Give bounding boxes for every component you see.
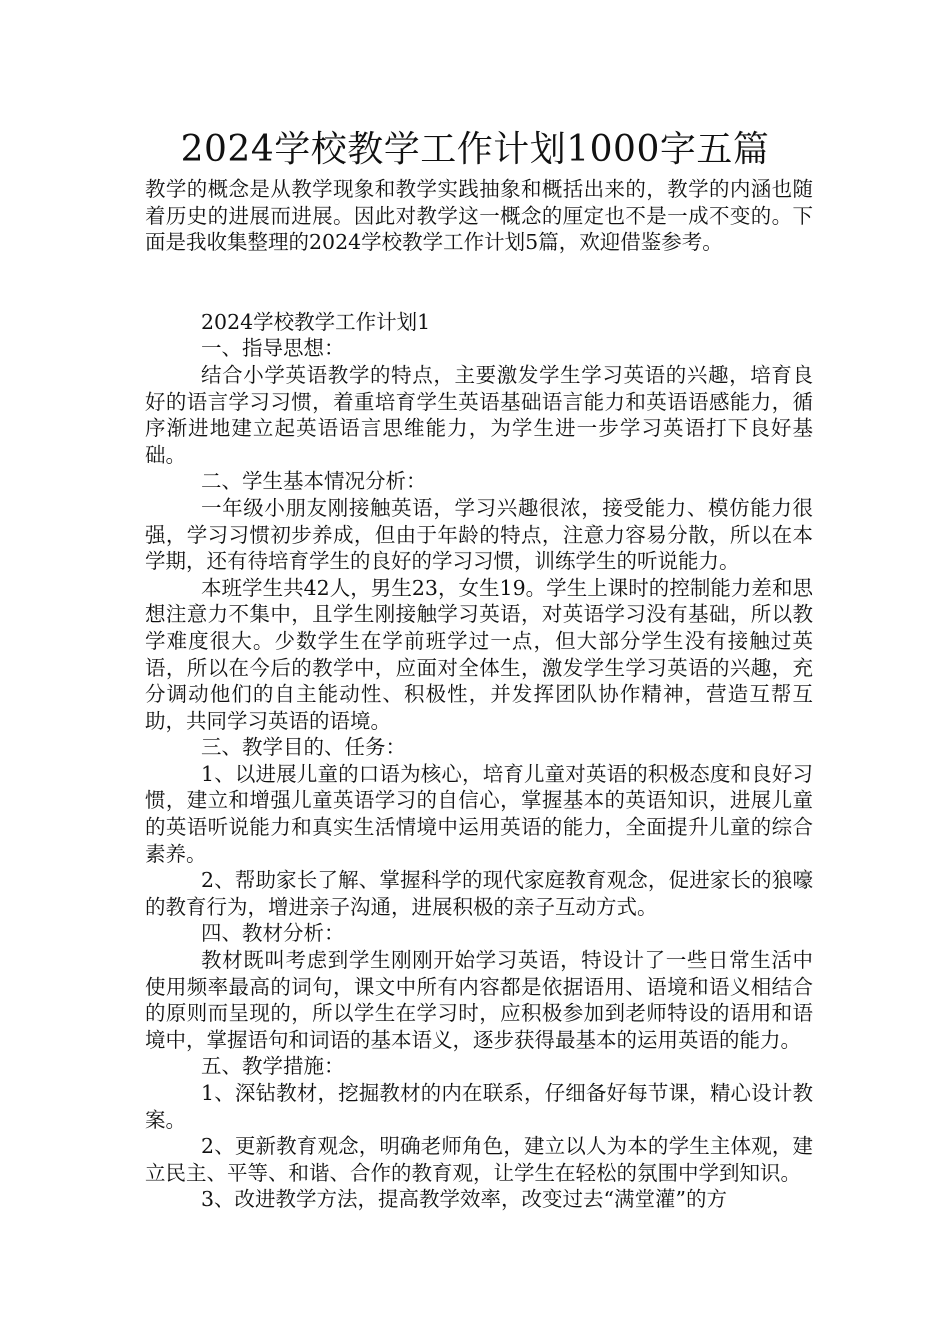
document-title: 2024学校教学工作计划1000字五篇 [180, 129, 770, 170]
paragraph-teaching-goal-1: 1、以进展儿童的口语为核心，培育儿童对英语的积极态度和良好习惯，建立和增强儿童英语学习的自信心，掌握基本的英语知识，进展儿童的英语听说能力和真实生活情境中运用英语的能力，全面提升儿童的综合素养。 [145, 761, 813, 866]
paragraph-teaching-goal-2: 2、帮助家长了解、掌握科学的现代家庭教育观念，促进家长的狼嚎的教育行为，增进亲子沟通，进展积极的亲子互动方式。 [145, 868, 813, 919]
heading-teaching-measures: 五、教学措施： [201, 1054, 345, 1079]
heading-textbook-analysis: 四、教材分析： [201, 921, 345, 946]
paragraph-guiding-thought: 结合小学英语教学的特点，主要激发学生学习英语的兴趣，培育良好的语言学习习惯，着重培育学生英语基础语言能力和英语语感能力，循序渐进地建立起英语语言思维能力，为学生进一步学习英语打下良好基础。 [145, 362, 813, 467]
section-heading-plan-1: 2024学校教学工作计划1 [201, 309, 431, 334]
paragraph-textbook-analysis: 教材既叫考虑到学生刚刚开始学习英语，特设计了一些日常生活中使用频率最高的词句，课文中所有内容都是依据语用、语境和语义相结合的原则而呈现的，所以学生在学习时，应积极参加到老师特设的语用和语境中，掌握语句和词语的基本语义，逐步获得最基本的运用英语的能力。 [145, 948, 813, 1052]
paragraph-measure-1: 1、深钻教材，挖掘教材的内在联系，仔细备好每节课，精心设计教案。 [145, 1081, 813, 1132]
paragraph-spacer [145, 256, 813, 309]
intro-paragraph: 教学的概念是从教学现象和教学实践抽象和概括出来的，教学的内涵也随着历史的进展而进展。因此对教学这一概念的厘定也不是一成不变的。下面是我收集整理的2024学校教学工作计划5篇，欢迎借鉴参考。 [145, 177, 813, 255]
heading-guiding-thought: 一、指导思想： [201, 336, 345, 361]
paragraph-student-analysis-1: 一年级小朋友刚接触英语，学习兴趣很浓，接受能力、模仿能力很强，学习习惯初步养成，但由于年龄的特点，注意力容易分散，所以在本学期，还有待培育学生的良好的学习习惯，训练学生的听说能力。 [145, 495, 813, 574]
heading-teaching-goals: 三、教学目的、任务： [201, 735, 406, 760]
paragraph-measure-3: 3、改进教学方法，提高教学效率，改变过去“满堂灌”的方 [201, 1187, 728, 1212]
paragraph-measure-2: 2、更新教育观念，明确老师角色，建立以人为本的学生主体观，建立民主、平等、和谐、合作的教育观，让学生在轻松的氛围中学到知识。 [145, 1134, 813, 1185]
document-body [145, 176, 813, 1213]
paragraph-student-analysis-2: 本班学生共42人，男生23，女生19。学生上课时的控制能力差和思想注意力不集中，且学生刚接触学习英语，对英语学习没有基础，所以教学难度很大。少数学生在学前班学过一点，但大部分学生没有接触过英语，所以在今后的教学中，应面对全体生，激发学生学习英语的兴趣，充分调动他们的自主能动性、积极性，并发挥团队协作精神，营造互帮互助，共同学习英语的语境。 [145, 575, 813, 733]
heading-student-analysis: 二、学生基本情况分析： [201, 469, 427, 494]
